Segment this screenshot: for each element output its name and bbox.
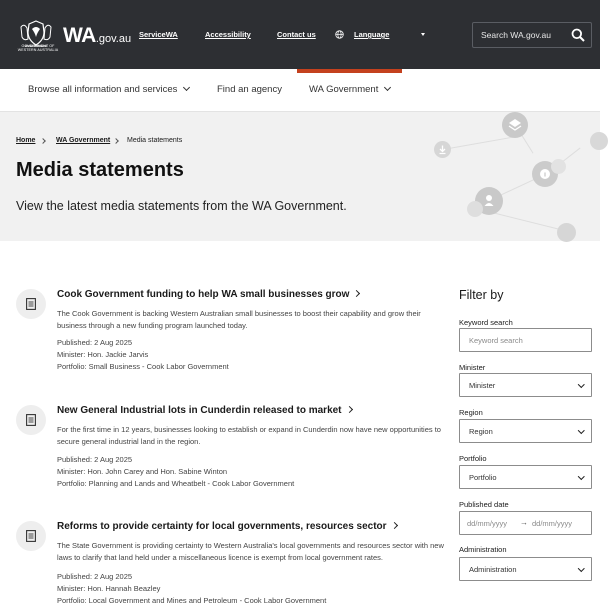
document-icon [16,405,46,435]
breadcrumb-home[interactable]: Home [16,137,36,144]
logo-main: WA [63,24,96,47]
search-input[interactable]: Search WA.gov.au [481,30,551,40]
filter-heading: Filter by [459,288,504,302]
search-icon[interactable] [571,28,585,42]
servicewa-link[interactable]: ServiceWA [139,30,178,39]
statement-published: Published: 2 Aug 2025 [57,572,133,581]
minister-select[interactable] [459,373,592,397]
minister-label: Minister [459,363,486,372]
chevron-down-icon [183,84,190,91]
nav-active-indicator [297,69,402,73]
portfolio-select[interactable] [459,465,592,489]
decor-bubble [590,132,608,150]
decor-line [443,136,516,150]
nav-browse-label: Browse all information and services [28,84,178,95]
logo-suffix: .gov.au [95,33,132,45]
layers-bubble-icon [502,112,528,138]
page-subtitle: View the latest media statements from the WA Government. [16,199,347,213]
chevron-down-icon [578,381,584,387]
statement-published: Published: 2 Aug 2025 [57,338,133,347]
site-logo[interactable] [63,24,131,48]
nav-find-agency[interactable] [217,84,282,95]
keyword-label: Keyword search [459,318,513,327]
accessibility-link[interactable]: Accessibility [205,30,251,39]
portfolio-value: Portfolio [469,473,497,482]
main-nav [0,69,600,112]
date-to-input[interactable]: dd/mm/yyyy [532,519,573,528]
statement-published: Published: 2 Aug 2025 [57,455,133,464]
published-date-range[interactable] [459,511,592,535]
language-selector[interactable]: Language [354,30,390,39]
keyword-search-input[interactable] [459,328,592,352]
nav-wa-government-label: WA Government [309,84,379,95]
page-hero [0,112,600,241]
chevron-right-icon [353,290,360,297]
statement-title-link[interactable] [57,405,352,416]
chevron-down-icon [578,565,584,571]
top-bar [0,0,600,69]
chevron-right-icon [113,138,119,144]
statement-minister: Minister: Hon. Jackie Jarvis [57,350,149,359]
statement-minister: Minister: Hon. John Carey and Hon. Sabine Winton [57,467,228,476]
list-item [16,289,446,389]
decor-bubble [467,201,483,217]
contact-us-link[interactable]: Contact us [277,30,316,39]
arrow-right-icon: → [520,518,528,527]
crest-caption: GOVERNMENT OF WESTERN AUSTRALIA [17,44,59,53]
date-from-input[interactable]: dd/mm/yyyy [467,519,508,528]
nav-find-agency-label: Find an agency [217,84,282,95]
region-label: Region [459,408,483,417]
decor-bubble [557,223,576,242]
statement-title: Cook Government funding to help WA small businesses grow [57,289,350,300]
statement-portfolio: Portfolio: Local Government and Mines and Petroleum - Cook Labor Government [57,596,327,605]
statement-description: The State Government is providing certainty to Western Australia's local governments and resources sector with new laws to clarify that land held under a miscellaneous licence is exempt from local government rates. [57,541,444,562]
breadcrumb-current: Media statements [127,137,183,144]
keyword-placeholder: Keyword search [469,336,523,345]
download-bubble-icon [434,141,451,158]
chevron-down-icon [578,473,584,479]
list-item [16,521,446,605]
statement-title: New General Industrial lots in Cunderdin released to market [57,405,342,416]
chevron-right-icon [345,406,352,413]
region-value: Region [469,427,493,436]
nav-browse-all[interactable] [28,84,189,95]
published-date-label: Published date [459,500,509,509]
document-icon [16,521,46,551]
page-title: Media statements [16,159,184,181]
decor-bubble [551,159,566,174]
nav-wa-government[interactable] [309,84,390,95]
statement-title: Reforms to provide certainty for local governments, resources sector [57,521,387,532]
statement-description: The Cook Government is backing Western Australian small businesses to boost their capability and grow their business through a new funding program launched today. [57,309,421,330]
administration-value: Administration [469,565,517,574]
language-caret-icon[interactable] [421,33,425,36]
portfolio-label: Portfolio [459,454,487,463]
administration-select[interactable] [459,557,592,581]
statement-title-link[interactable] [57,521,397,532]
statement-portfolio: Portfolio: Small Business - Cook Labor Government [57,362,229,371]
minister-value: Minister [469,381,496,390]
statement-description: For the first time in 12 years, businesses looking to establish or expand in Cunderdin now have new opportunities to secure general industrial land in the region. [57,425,441,446]
administration-label: Administration [459,545,507,554]
chevron-down-icon [578,427,584,433]
chevron-down-icon [384,84,391,91]
statement-title-link[interactable] [57,289,359,300]
statement-portfolio: Portfolio: Planning and Lands and Wheatbelt - Cook Labor Government [57,479,295,488]
breadcrumb-wa-government[interactable]: WA Government [56,137,111,144]
globe-icon [335,30,344,39]
document-icon [16,289,46,319]
list-item [16,405,446,505]
region-select[interactable] [459,419,592,443]
statement-minister: Minister: Hon. Hannah Beazley [57,584,161,593]
site-search[interactable] [472,22,592,48]
chevron-right-icon [40,138,46,144]
chevron-right-icon [391,522,398,529]
